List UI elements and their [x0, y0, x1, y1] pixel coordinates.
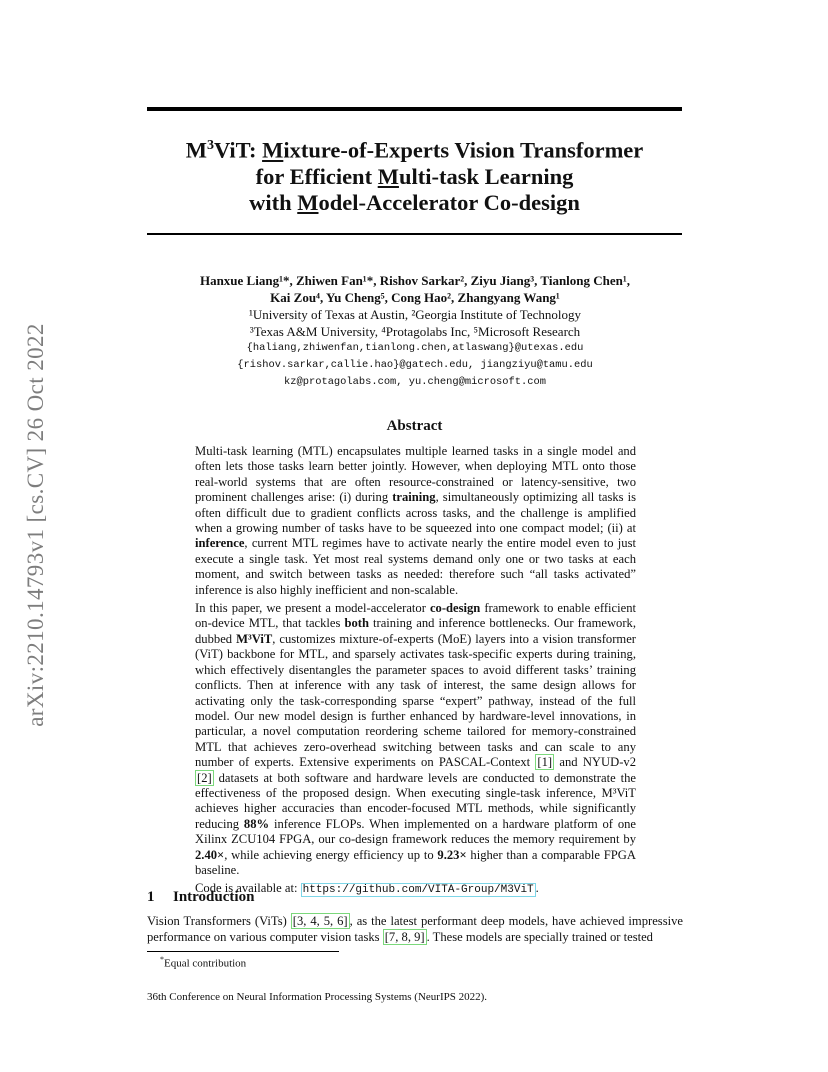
section-title: Introduction [173, 889, 255, 905]
title-line2-pre: for Efficient [255, 163, 378, 189]
citation-link[interactable]: [7, 8, 9] [384, 930, 425, 944]
title-underlined-m3: M [297, 189, 319, 215]
footnote-text: Equal contribution [164, 957, 247, 970]
abstract-bold-923: 9.23× [437, 847, 467, 862]
email-line1: {haliang,zhiwenfan,tianlong.chen,atlaswang}@utexas.edu [246, 342, 584, 354]
title-line-3 [147, 190, 682, 216]
abstract-text: , while achieving energy efficiency up to [224, 847, 438, 862]
abstract-text: , simultaneously optimizing all tasks is often difficult due to gradient conflicts across tasks, and the challenge is amplified when a growing number of tasks have to be squeezed into one compact model; (ii) at [195, 490, 636, 536]
affiliation-line1: ¹University of Texas at Austin, ²Georgia Institute of Technology [248, 307, 581, 322]
intro-text: . These models are specially trained or tested [426, 930, 653, 944]
title-bottom-rule [147, 233, 682, 235]
abstract-bold-codesign: co-design [429, 601, 481, 616]
abstract-text: higher than a comparable FPGA baseline. [195, 847, 636, 877]
intro-text: Vision Transformers (ViTs) [147, 914, 291, 928]
abstract-text: . [535, 881, 539, 896]
paper-title [147, 133, 682, 216]
title-underlined-m2: M [377, 163, 399, 189]
email-line3: kz@protagolabs.com, yu.cheng@microsoft.com [284, 376, 546, 388]
abstract-text: Code is available at: [195, 881, 301, 896]
abstract-text: inference FLOPs. When implemented on a hardware platform of one Xilinx ZCU104 FPGA, our co-design framework reduces the memory requirement by [195, 816, 636, 847]
title-line1-rest: ixture-of-Experts Vision Transformer [283, 137, 644, 163]
title-line-2 [147, 164, 682, 190]
email-line2: {rishov.sarkar,callie.hao}@gatech.edu, jiangziyu@tamu.edu [237, 359, 593, 371]
title-line3-rest: odel-Accelerator Co-design [318, 189, 580, 215]
abstract-paragraph-3 [195, 881, 636, 898]
title-line2-rest: ulti-task Learning [398, 163, 574, 189]
abstract-bold-m3vit: M³ViT [236, 631, 273, 646]
section-heading-introduction [147, 889, 254, 906]
citation-link[interactable]: [3, 4, 5, 6] [292, 914, 348, 928]
introduction-body [147, 913, 683, 945]
abstract-paragraph-2 [195, 601, 636, 878]
footnote-rule [147, 951, 339, 952]
abstract-body [195, 444, 636, 899]
abstract-text: , customizes mixture-of-experts (MoE) layers into a vision transformer (ViT) backbone for MTL, and sparsely activates task-specific experts during training, which effectively disentangles the parameter spaces to avoid different tasks’ training conflicts. Then at inference with any task of interest, the same design allows for activating only the task-corresponding sparse “expert” pathway, instead of the full model. Our new model design is further enhanced by hardware-level innovations, in particular, a novel computation reordering scheme tailored for memory-constrained MTL that achieves zero-overhead switching between tasks and can scale to any number of experts. Extensive experiments on PASCAL-Context [195, 631, 636, 770]
code-url-link[interactable]: https://github.com/VITA-Group/M3ViT [302, 884, 534, 897]
title-vit: ViT: [213, 137, 263, 163]
venue-line: 36th Conference on Neural Information Processing Systems (NeurIPS 2022). [147, 991, 488, 1003]
abstract-text: training and inference bottlenecks. Our framework, dubbed [195, 616, 636, 646]
arxiv-id-text: arXiv:2210.14793v1 [cs.CV] 26 Oct 2022 [23, 323, 48, 727]
author-names-line1: Hanxue Liang¹*, Zhiwen Fan¹*, Rishov Sarkar², Ziyu Jiang³, Tianlong Chen¹, [199, 273, 631, 288]
abstract-heading: Abstract [386, 418, 443, 434]
title-line-1 [147, 133, 682, 164]
abstract-bold-88: 88% [243, 816, 270, 831]
citation-link[interactable]: [1] [537, 755, 553, 770]
title-top-rule [147, 107, 682, 111]
abstract-text: datasets at both software and hardware levels are conducted to demonstrate the effectiveness of the proposed design. When executing single-task inference, M³ViT achieves higher accuracies than encoder-focused MTL methods, while significantly reducing [195, 770, 636, 831]
abstract-text: Multi-task learning (MTL) encapsulates multiple learned tasks in a single model and often lets those tasks learn better jointly. However, when deploying MTL onto those real-world systems that are often resource-constrained or latency-sensitive, two prominent challenges arise: (i) during [195, 444, 636, 505]
abstract-text: , current MTL regimes have to activate nearly the entire model even to just execute a single task. Yet most real systems demand only one or two tasks at each moment, and switch between tasks as needed: therefore such “all tasks activated” inference is also highly inefficient and non-scalable. [195, 536, 636, 597]
affiliation-line2: ³Texas A&M University, ⁴Protagolabs Inc, ⁵Microsoft Research [249, 324, 581, 339]
abstract-text: In this paper, we present a model-accelerator [195, 601, 430, 616]
abstract-bold-240: 2.40× [195, 847, 225, 862]
abstract-bold-training: training [392, 490, 436, 505]
abstract-text: framework to enable efficient on-device MTL, that tackles [195, 601, 636, 631]
intro-text: , as the latest performant deep models, have achieved impressive performance on various computer vision tasks [147, 914, 683, 944]
title-line3-pre: with [249, 189, 298, 215]
title-m: M [185, 137, 207, 163]
citation-link[interactable]: [2] [197, 770, 212, 785]
footnote [160, 955, 246, 970]
author-names-line2: Kai Zou⁴, Yu Cheng⁵, Cong Hao², Zhangyang Wang¹ [270, 290, 560, 305]
abstract-bold-inference: inference [195, 536, 245, 551]
abstract-text: and NYUD-v2 [554, 755, 636, 770]
title-superscript: 3 [206, 138, 214, 153]
abstract-paragraph-1 [195, 444, 636, 598]
section-number: 1 [147, 889, 155, 905]
footnote-marker: * [160, 955, 164, 964]
title-underlined-m1: M [262, 137, 284, 163]
abstract-bold-both: both [344, 616, 369, 631]
author-block [150, 272, 680, 391]
